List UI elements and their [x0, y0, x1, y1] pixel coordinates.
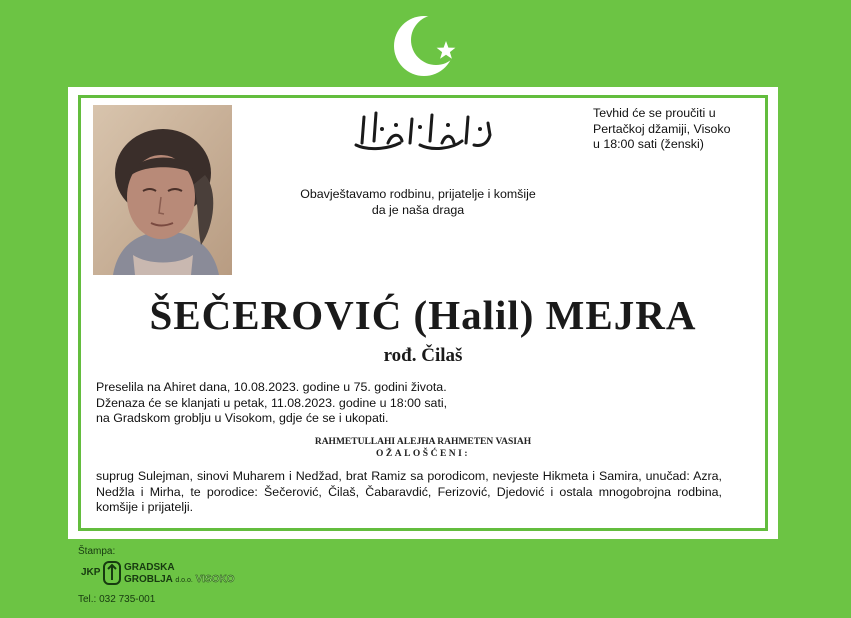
details-line: Dženaza će se klanjati u petak, 11.08.2023. godine u 18:00 sati,: [96, 395, 448, 410]
intro-line: Obavještavamo rodbinu, prijatelje i komšije: [300, 187, 536, 201]
tevhid-line: Pertačkoj džamiji, Visoko: [593, 121, 731, 136]
funeral-details: [96, 380, 736, 427]
logo-groblja-text: GROBLJA: [124, 574, 173, 585]
printer-info: [78, 546, 278, 612]
arabic-calligraphy-icon: [348, 105, 498, 155]
tevhid-notice: [593, 106, 768, 153]
mourners-label: OŽALOŠĆENI:: [375, 448, 470, 459]
printer-label: Štampa:: [78, 546, 116, 557]
logo-jkp-text: JKP: [81, 567, 101, 578]
logo-visoko-text: VISOKO: [195, 574, 235, 585]
tevhid-line: Tevhid će se proučiti u: [593, 106, 716, 120]
deceased-name: ŠEČEROVIĆ (Halil) MEJRA: [149, 292, 697, 338]
printer-phone: Tel.: 032 735-001: [78, 594, 156, 605]
gradska-groblja-logo-icon: [103, 561, 121, 585]
family-list: suprug Sulejman, sinovi Muharem i Nedžad, brat Ramiz sa porodicom, nevjeste Hikmeta i Samira, unučad: Azra, Nedžla i Mirha, te porodice: Šečerović, Čilaš, Čabaravdić, Ferizović, Djedović i ostala mnogobrojna rodbina, komšije i prijatelji.: [96, 469, 722, 515]
tevhid-line: u 18:00 sati (ženski): [593, 137, 704, 152]
logo-doo-text: d.o.o.: [175, 577, 193, 584]
portrait-photo: [93, 105, 232, 275]
intro-text: [278, 187, 558, 218]
intro-line: da je naša draga: [371, 202, 465, 217]
prayer-text: RAHMETULLAHI ALEJHA RAHMETEN VASIAH: [314, 437, 532, 447]
obituary-card: [68, 87, 778, 539]
details-line: na Gradskom groblju u Visokom, gdje će se i ukopati.: [96, 411, 389, 426]
logo-gradska-text: GRADSKA: [124, 562, 175, 573]
maiden-name: rođ. Čilaš: [383, 345, 463, 366]
logo-groblja-line: [124, 574, 235, 586]
prayer-block: [68, 437, 778, 460]
details-line: Preselila na Ahiret dana, 10.08.2023. godine u 75. godini života.: [96, 380, 447, 394]
crescent-star-icon: [388, 8, 464, 78]
